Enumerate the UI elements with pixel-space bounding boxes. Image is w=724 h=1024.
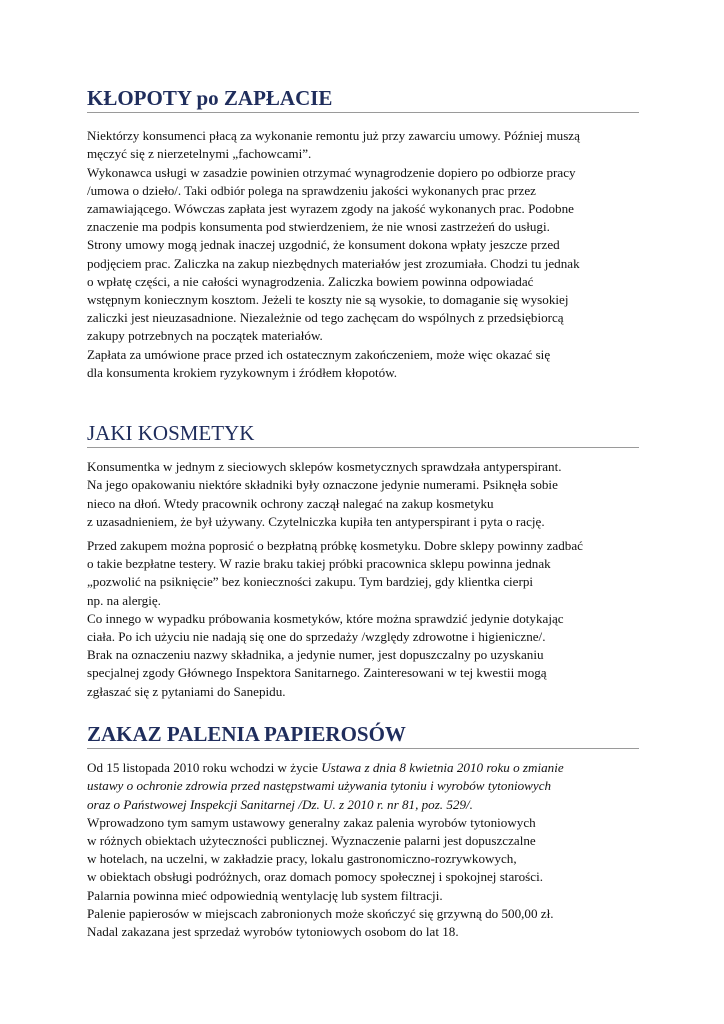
section-platnosci: [87, 86, 639, 382]
text-italic: Ustawa z dnia 8 kwietnia 2010 roku o zmianie: [321, 760, 564, 776]
text-line: w hotelach, na uczelni, w zakładzie pracy, lokalu gastronomiczno-rozrywkowych,: [87, 851, 517, 867]
text-line: w różnych obiektach użyteczności publicznej. Wyznaczenie palarni jest dopuszczalne: [87, 832, 536, 848]
text-line-italic: oraz o Państwowej Inspekcji Sanitarnej /Dz. U. z 2010 r. nr 81, poz. 529/.: [87, 796, 473, 812]
text-line: znaczenie ma podpis konsumenta pod stwierdzeniem, że nie wnosi zastrzeżeń do usługi.: [87, 219, 550, 235]
text-line: męczyć się z nierzetelnymi „fachowcami”.: [87, 146, 312, 162]
section-body-klopoty: [87, 127, 639, 382]
text-line: „pozwolić na psiknięcie” bez konieczności zakupu. Tym bardziej, gdy klientka cierpi: [87, 574, 534, 590]
text-line: w obiektach obsługi podróżnych, oraz domach pomocy społecznej i spokojnej starości.: [87, 869, 543, 885]
text-plain: Od 15 listopada 2010 roku wchodzi w życie: [87, 760, 322, 776]
section-kosmetyk: [87, 421, 639, 701]
text-line: Niektórzy konsumenci płacą za wykonanie remontu już przy zawarciu umowy. Później muszą: [87, 128, 580, 144]
section-body-palenie: [87, 759, 639, 941]
text-line: wstępnym koniecznym kosztom. Jeżeli te koszty nie są wysokie, to domaganie się wysokiej: [87, 291, 569, 307]
text-line: nieco na dłoń. Wtedy pracownik ochrony zaczął nalegać na zakup kosmetyku: [87, 495, 494, 511]
text-line: zaliczki jest nieuzasadnione. Niezależnie od tego zachęcam do wspólnych z przedsiębiorcą: [87, 310, 564, 326]
text-line: o takie bezpłatne testery. W razie braku takiej próbki pracownica sklepu powinna jednak: [87, 556, 551, 572]
text-line: Co innego w wypadku próbowania kosmetyków, które można sprawdzić jedynie dotykając: [87, 610, 564, 626]
text-line: zakupy potrzebnych na początek materiałów.: [87, 328, 323, 344]
section-title-palenie: ZAKAZ PALENIA PAPIEROSÓW: [87, 722, 639, 749]
text-line: Palenie papierosów w miejscach zabronionych może skończyć się grzywną do 500,00 zł.: [87, 905, 554, 921]
text-line: specjalnej zgody Głównego Inspektora Sanitarnego. Zainteresowani w tej kwestii mogą: [87, 665, 547, 681]
text-line: ciała. Po ich użyciu nie nadają się one do sprzedaży /względy zdrowotne i higieniczne/.: [87, 628, 546, 644]
text-line: Brak na oznaczeniu nazwy składnika, a jedynie numer, jest dopuszczalny po uzyskaniu: [87, 647, 544, 663]
text-line: Palarnia powinna mieć odpowiednią wentylację lub system filtracji.: [87, 887, 443, 903]
text-line: /umowa o dzieło/. Taki odbiór polega na sprawdzeniu jakości wykonanych prac przez: [87, 182, 536, 198]
text-line: dla konsumenta krokiem ryzykownym i źródłem kłopotów.: [87, 364, 398, 380]
text-line: Przed zakupem można poprosić o bezpłatną próbkę kosmetyku. Dobre sklepy powinny zadbać: [87, 537, 583, 553]
text-line: Konsumentka w jednym z sieciowych sklepów kosmetycznych sprawdzała antyperspirant.: [87, 459, 562, 475]
text-line: zgłaszać się z pytaniami do Sanepidu.: [87, 683, 286, 699]
text-line: podjęciem prac. Zaliczka na zakup niezbędnych materiałów jest zrozumiała. Chodzi tu jednak: [87, 255, 580, 271]
section-title-klopoty: KŁOPOTY po ZAPŁACIE: [87, 86, 639, 113]
text-line: Na jego opakowaniu niektóre składniki były oznaczone jedynie numerami. Psiknęła sobie: [87, 477, 558, 493]
section-title-kosmetyk: JAKI KOSMETYK: [87, 421, 639, 448]
text-line: Strony umowy mogą jednak inaczej uzgodnić, że konsument dokona wpłaty jeszcze przed: [87, 237, 560, 253]
text-line-italic: ustawy o ochronie zdrowia przed następstwami używania tytoniu i wyrobów tytoniowych: [87, 778, 552, 794]
text-line: z uzasadnieniem, że był używany. Czytelniczka kupiła ten antyperspirant i pyta o rację.: [87, 513, 545, 529]
text-line: Nadal zakazana jest sprzedaż wyrobów tytoniowych osobom do lat 18.: [87, 923, 459, 939]
text-line: Zapłata za umówione prace przed ich ostatecznym zakończeniem, może więc okazać się: [87, 346, 551, 362]
section-body-kosmetyk: [87, 458, 639, 701]
text-line: Wprowadzono tym samym ustawowy generalny zakaz palenia wyrobów tytoniowych: [87, 814, 536, 830]
text-line: np. na alergię.: [87, 592, 161, 608]
text-line: o wpłatę części, a nie całości wynagrodzenia. Zaliczka bowiem powinna odpowiadać: [87, 273, 534, 289]
text-line: Wykonawca usługi w zasadzie powinien otrzymać wynagrodzenie dopiero po odbiorze pracy: [87, 164, 576, 180]
text-line: zamawiającego. Wówczas zapłata jest wyrazem zgody na jakość wykonanych prac. Podobne: [87, 200, 574, 216]
section-palenie: [87, 722, 639, 941]
text-line: [87, 759, 639, 777]
